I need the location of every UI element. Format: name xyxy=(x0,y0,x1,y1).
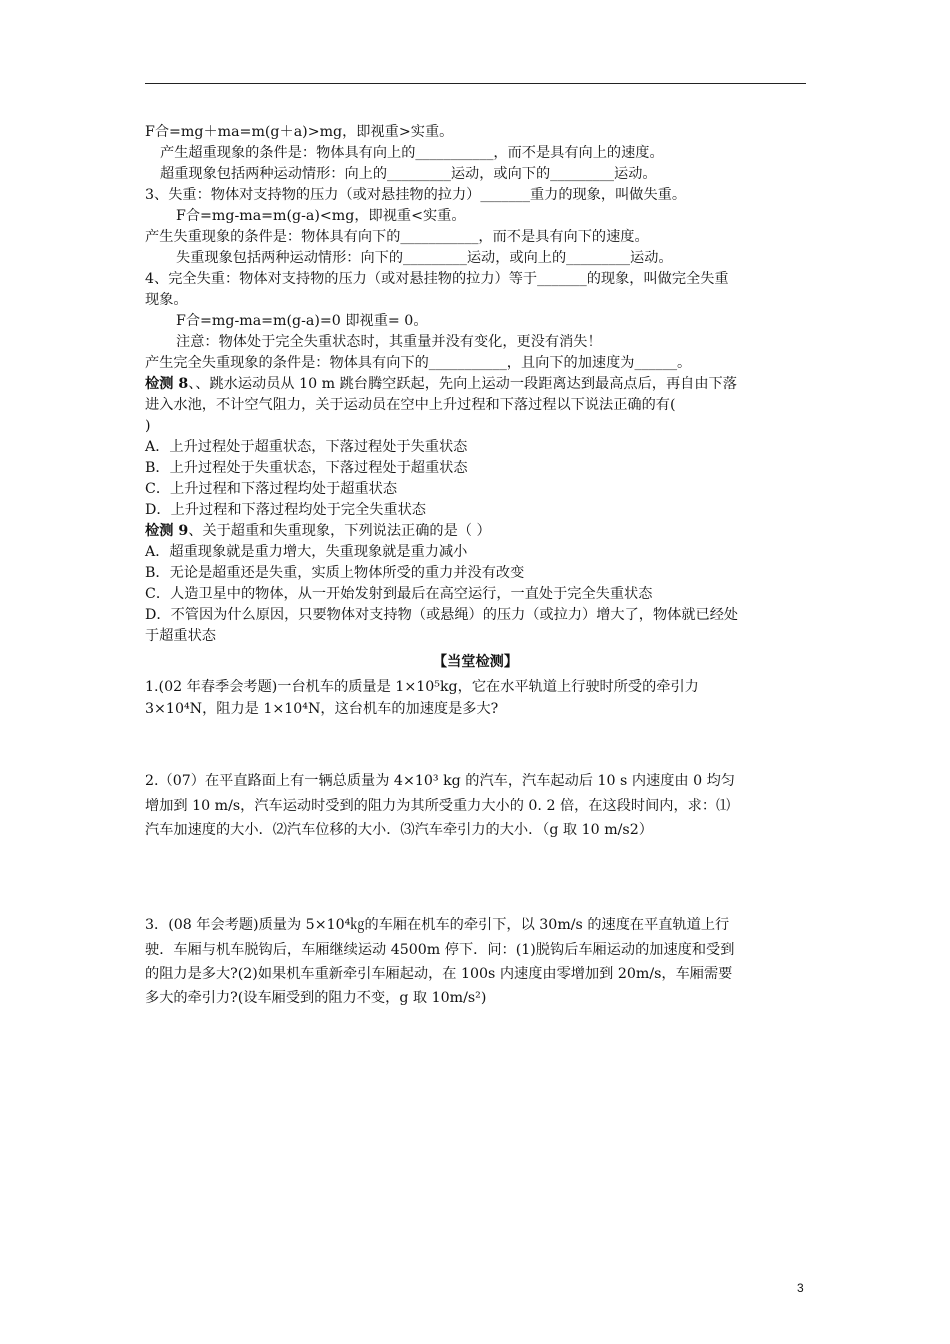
text-line: 汽车加速度的大小．⑵汽车位移的大小．⑶汽车牵引力的大小．（g 取 10 m/s2） xyxy=(145,822,653,838)
text-line: 进入水池，不计空气阻力，关于运动员在空中上升过程和下落过程以下说法正确的有( xyxy=(145,397,676,413)
text-line: 产生超重现象的条件是：物体具有向上的___________，而不是具有向上的速度。 xyxy=(160,145,664,161)
page-number: 3 xyxy=(797,1281,804,1295)
option-d: D．上升过程和下落过程均处于完全失重状态 xyxy=(145,502,426,518)
text-line: 驶．车厢与机车脱钩后，车厢继续运动 4500m 停下．问：(1)脱钩后车厢运动的加速度和受到 xyxy=(145,942,735,958)
option-b: B．无论是超重还是失重，实质上物体所受的重力并没有改变 xyxy=(145,565,525,581)
text-line: 产生完全失重现象的条件是：物体具有向下的___________，且向下的加速度为______。 xyxy=(145,355,692,371)
option-c: C．上升过程和下落过程均处于超重状态 xyxy=(145,481,398,497)
text-line: 现象。 xyxy=(145,292,188,308)
text-line: 3×10⁴N，阻力是 1×10⁴N，这台机车的加速度是多大? xyxy=(145,701,499,717)
text-line: 4、完全失重：物体对支持物的压力（或对悬挂物的拉力）等于_______的现象，叫做完全失重 xyxy=(145,271,729,287)
problem-1: 1.(02 年春季会考题)一台机车的质量是 1×10⁵kg，它在水平轨道上行驶时所受的牵引力 xyxy=(145,679,699,695)
section-heading: 【当堂检测】 xyxy=(432,654,519,670)
text-line: F合=mg＋ma=m(g＋a)>mg，即视重>实重。 xyxy=(145,124,454,140)
header-rule xyxy=(145,83,806,84)
question-8-stem: 检测 8、、跳水运动员从 10 m 跳台腾空跃起，先向上运动一段距离达到最高点后，再自由下落 xyxy=(145,376,737,392)
text-line: 于超重状态 xyxy=(145,628,216,644)
option-c: C．人造卫星中的物体，从一开始发射到最后在高空运行，一直处于完全失重状态 xyxy=(145,586,653,602)
option-b: B．上升过程处于失重状态，下落过程处于超重状态 xyxy=(145,460,468,476)
text-line: 3、失重：物体对支持物的压力（或对悬挂物的拉力）_______重力的现象，叫做失重。 xyxy=(145,187,687,203)
problem-3: 3．(08 年会考题)质量为 5×10⁴㎏的车厢在机车的牵引下，以 30m/s 的速度在平直轨道上行 xyxy=(145,917,730,933)
text-line: F合=mg-ma=m(g-a)<mg，即视重<实重。 xyxy=(176,208,466,224)
question-9-stem: 检测 9、关于超重和失重现象，下列说法正确的是（ ） xyxy=(145,523,491,539)
option-a: A．上升过程处于超重状态，下落过程处于失重状态 xyxy=(145,439,468,455)
option-d: D．不管因为什么原因，只要物体对支持物（或悬绳）的压力（或拉力）增大了，物体就已经处 xyxy=(145,607,739,623)
text-line: 产生失重现象的条件是：物体具有向下的___________，而不是具有向下的速度。 xyxy=(145,229,649,245)
text-line: 增加到 10 m/s，汽车运动时受到的阻力为其所受重力大小的 0. 2 倍，在这段时间内，求：⑴ xyxy=(145,798,731,814)
text-line: 超重现象包括两种运动情形：向上的_________运动，或向下的_________运动。 xyxy=(160,166,657,182)
problem-2: 2.（07）在平直路面上有一辆总质量为 4×10³ kg 的汽车，汽车起动后 10 s 内速度由 0 均匀 xyxy=(145,773,735,789)
text-line: 的阻力是多大?(2)如果机车重新牵引车厢起动，在 100s 内速度由零增加到 20m/s，车厢需要 xyxy=(145,966,733,982)
text-line: 失重现象包括两种运动情形：向下的_________运动，或向上的_________运动。 xyxy=(176,250,673,266)
text-line: 多大的牵引力?(设车厢受到的阻力不变，g 取 10m/s²) xyxy=(145,990,487,1006)
text-line: 注意：物体处于完全失重状态时，其重量并没有变化，更没有消失！ xyxy=(176,334,602,350)
option-a: A．超重现象就是重力增大，失重现象就是重力减小 xyxy=(145,544,468,560)
text-line: F合=mg-ma=m(g-a)=0 即视重= 0。 xyxy=(176,313,428,329)
text-line: ) xyxy=(145,418,151,434)
